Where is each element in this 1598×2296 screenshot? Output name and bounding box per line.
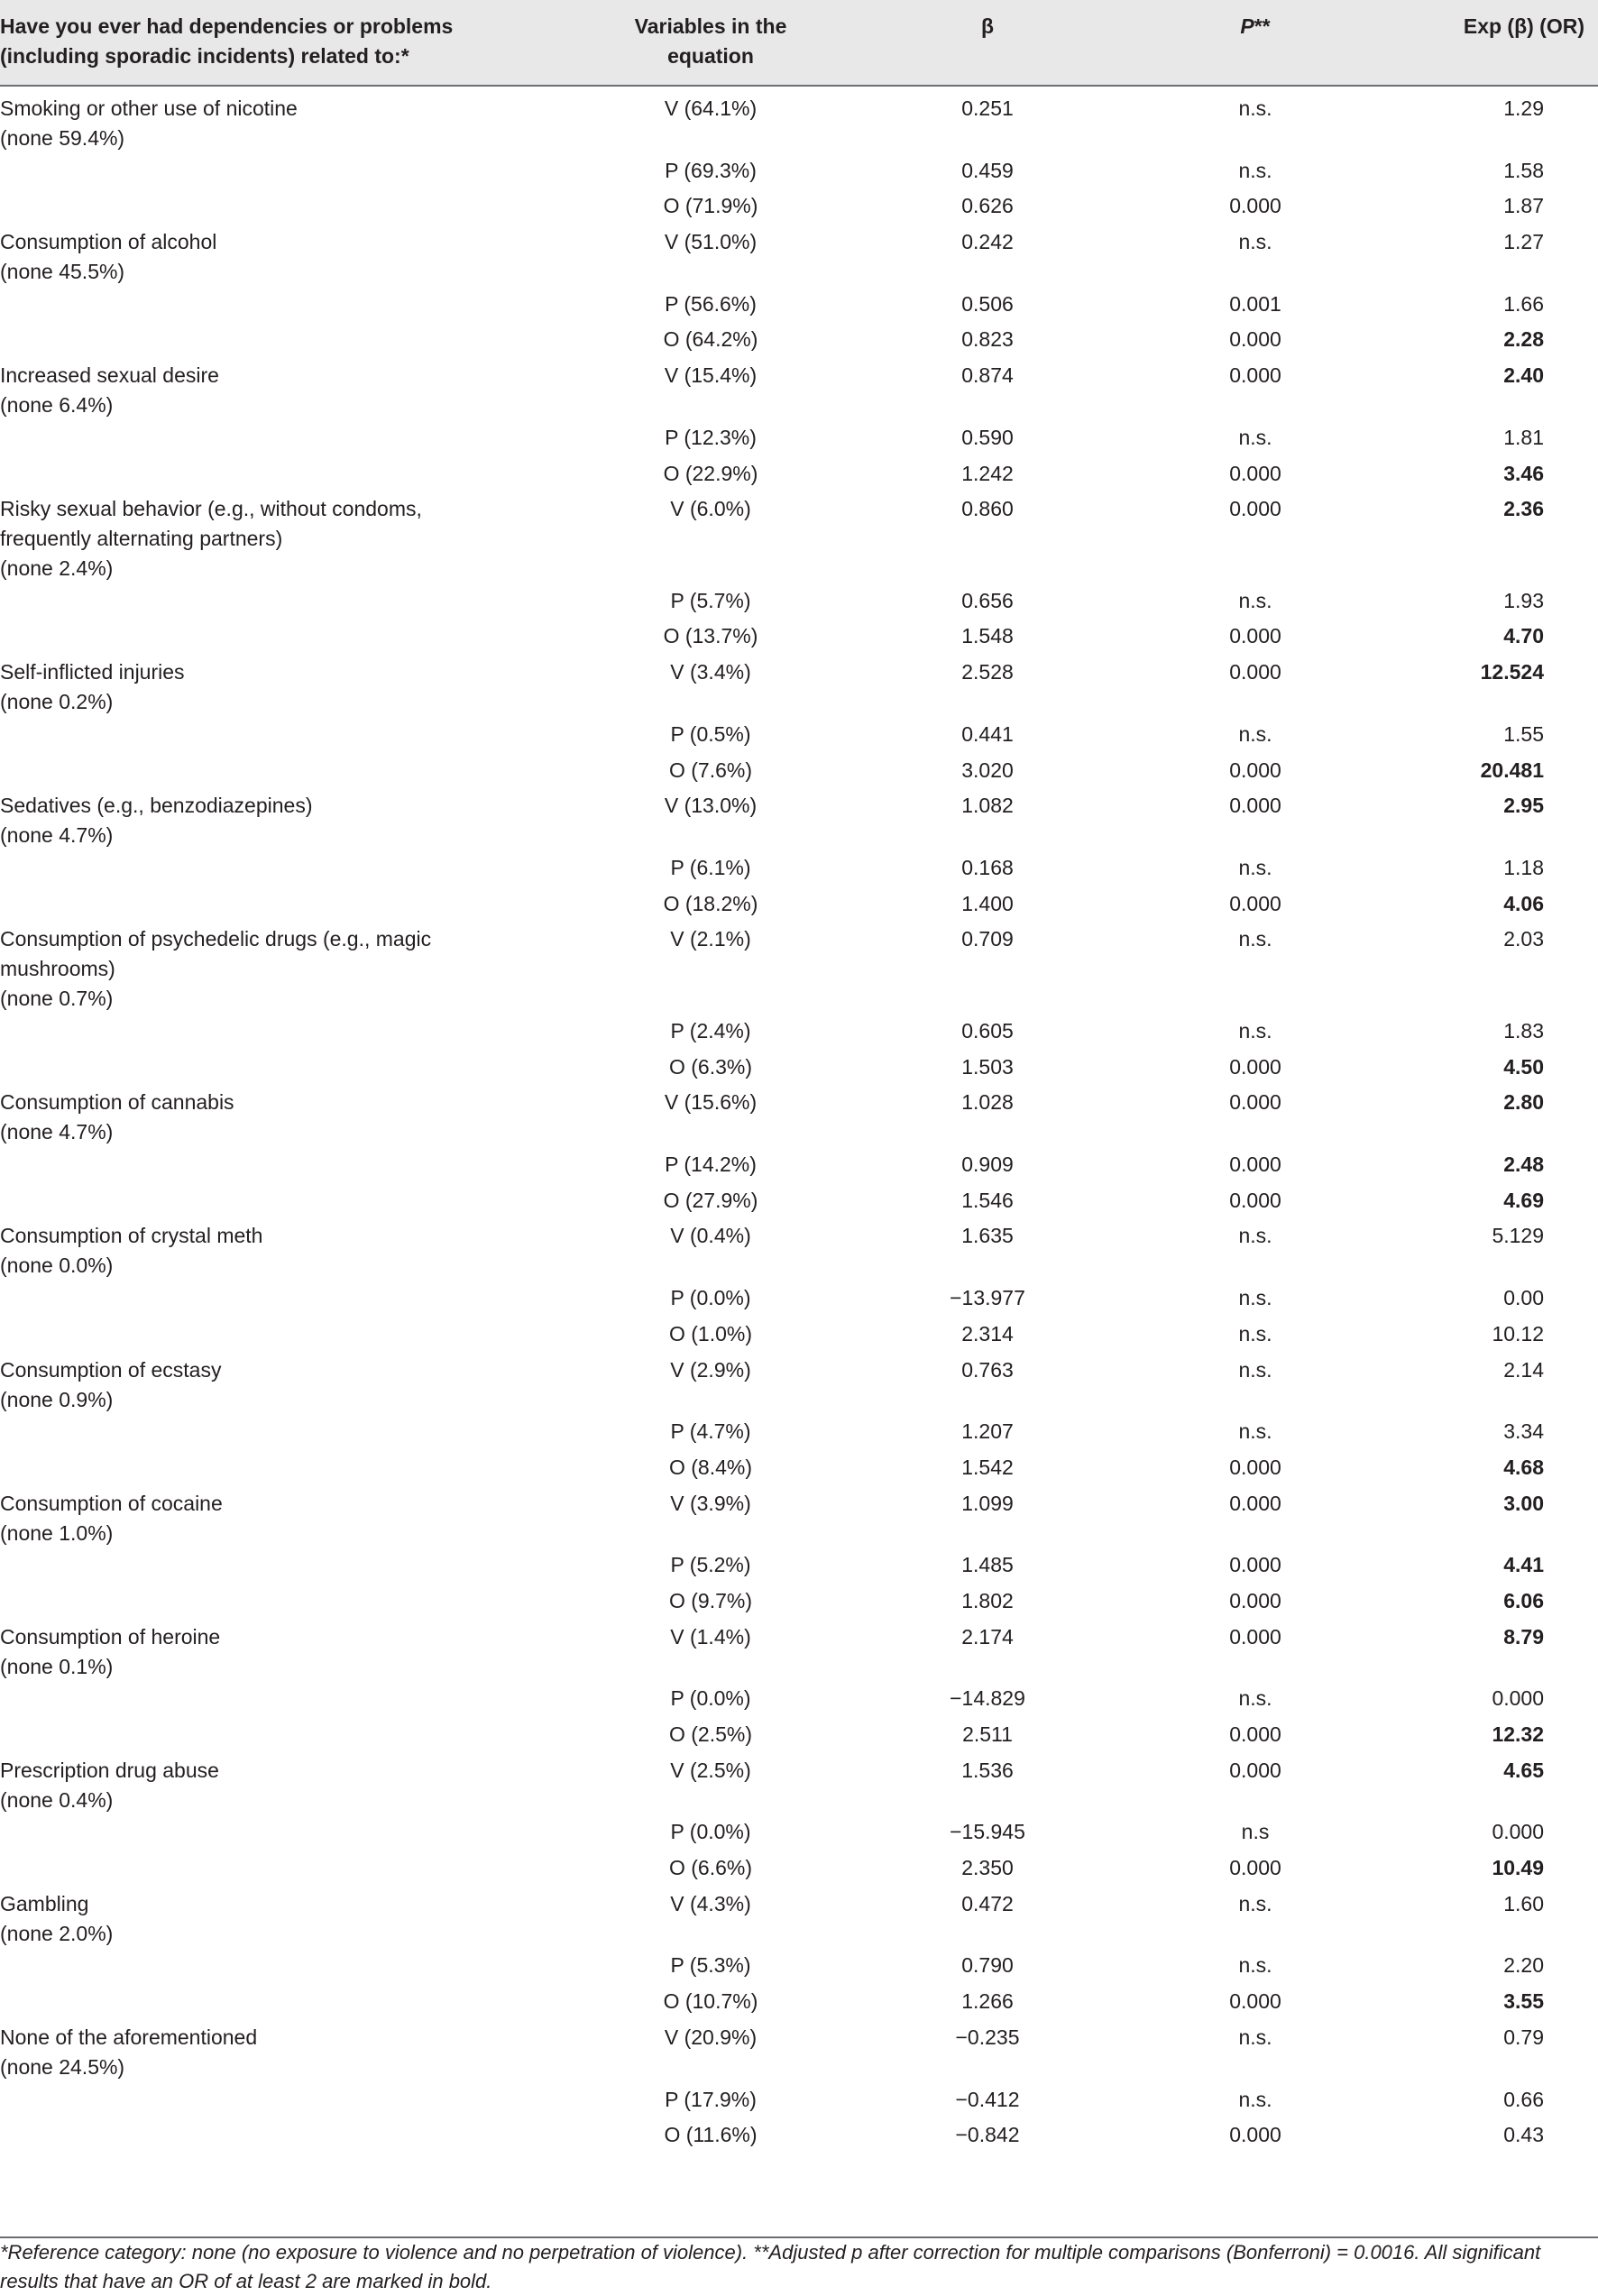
row-odds-ratio: 0.43 — [1503, 2123, 1544, 2147]
row-beta: 1.542 — [961, 1455, 1014, 1479]
table-header — [0, 0, 1598, 87]
row-beta: 2.511 — [962, 1722, 1013, 1746]
row-beta: 0.709 — [961, 927, 1014, 951]
row-odds-ratio: 20.481 — [1480, 758, 1544, 782]
row-odds-ratio: 4.50 — [1503, 1054, 1544, 1079]
row-odds-ratio: 2.03 — [1503, 927, 1544, 951]
row-beta: 0.860 — [961, 497, 1014, 521]
row-label-line: (none 1.0%) — [0, 1520, 114, 1545]
row-odds-ratio: 4.06 — [1503, 891, 1544, 915]
row-beta: 0.242 — [961, 230, 1014, 254]
row-beta: 2.528 — [961, 660, 1014, 684]
row-variable: O (8.4%) — [668, 1455, 753, 1479]
row-label-line: (none 4.7%) — [0, 1120, 114, 1144]
row-p-value: 0.000 — [1229, 363, 1281, 388]
row-label — [0, 227, 577, 287]
header-odds-ratio: Exp (β) (OR) — [1463, 14, 1584, 38]
row-label — [0, 94, 577, 153]
row-variable: P (4.7%) — [670, 1419, 751, 1443]
row-variable: V (64.1%) — [664, 96, 758, 120]
row-variable: O (9.7%) — [668, 1588, 753, 1612]
row-p-value: n.s. — [1238, 1419, 1272, 1443]
row-p-value: n.s. — [1238, 1285, 1272, 1309]
row-label-line: (none 6.4%) — [0, 393, 114, 418]
row-variable: P (6.1%) — [670, 855, 751, 879]
row-odds-ratio: 2.40 — [1503, 363, 1544, 388]
row-beta: 1.207 — [961, 1419, 1014, 1443]
row-beta: 1.536 — [961, 1758, 1014, 1782]
row-beta: −0.235 — [955, 2025, 1020, 2049]
row-p-value: n.s. — [1238, 927, 1272, 951]
row-odds-ratio: 2.95 — [1503, 794, 1544, 818]
header-question: Have you ever had dependencies or problems (including sporadic incidents) related to:* — [0, 14, 454, 68]
row-beta: 3.020 — [961, 758, 1014, 782]
row-label-line: Prescription drug abuse — [0, 1758, 219, 1782]
row-beta: 1.802 — [961, 1588, 1014, 1612]
row-odds-ratio: 0.79 — [1503, 2025, 1544, 2049]
row-label — [0, 1221, 577, 1281]
row-label — [0, 1489, 577, 1548]
row-label-line: Smoking or other use of nicotine — [0, 96, 298, 120]
row-variable: P (14.2%) — [665, 1152, 757, 1176]
row-variable: P (12.3%) — [665, 425, 757, 449]
row-beta: 1.503 — [961, 1054, 1014, 1079]
table-footnote: *Reference category: none (no exposure to violence and no perpetration of violence). **Adjusted p after correction for multiple comparisons (Bonferroni) = 0.0016. All significant results that have an OR of at least 2 are marked in bold. — [0, 2241, 1541, 2292]
row-label-line: None of the aforementioned — [0, 2025, 258, 2049]
row-label-line: Consumption of alcohol — [0, 230, 217, 254]
row-label-line: (none 0.2%) — [0, 690, 114, 714]
row-variable: P (0.0%) — [670, 1686, 751, 1711]
row-label-line: (none 0.9%) — [0, 1387, 114, 1411]
row-variable: P (17.9%) — [665, 2087, 757, 2111]
row-label-line: Sedatives (e.g., benzodiazepines) — [0, 794, 313, 818]
row-label-line: (none 0.0%) — [0, 1254, 114, 1278]
row-beta: 0.251 — [961, 96, 1014, 120]
row-beta: 0.459 — [961, 158, 1014, 182]
row-beta: −0.842 — [955, 2123, 1020, 2147]
row-beta: 1.028 — [961, 1090, 1014, 1115]
row-p-value: 0.000 — [1229, 1553, 1281, 1577]
row-beta: 1.266 — [961, 1989, 1014, 2014]
row-odds-ratio: 2.20 — [1503, 1953, 1544, 1978]
row-odds-ratio: 2.80 — [1503, 1090, 1544, 1115]
row-beta: 0.605 — [961, 1018, 1014, 1042]
row-variable: O (13.7%) — [663, 624, 758, 648]
row-p-value: 0.000 — [1229, 1188, 1281, 1212]
row-p-value: n.s. — [1238, 1891, 1272, 1915]
row-label — [0, 791, 577, 850]
row-variable: V (20.9%) — [664, 2025, 758, 2049]
row-label-line: (none 24.5%) — [0, 2055, 125, 2079]
row-odds-ratio: 10.12 — [1492, 1321, 1544, 1345]
row-variable: V (2.9%) — [670, 1357, 751, 1382]
row-beta: 1.242 — [961, 461, 1014, 485]
row-variable: P (5.2%) — [670, 1553, 751, 1577]
row-beta: 0.626 — [961, 194, 1014, 218]
row-variable: V (3.4%) — [670, 660, 751, 684]
row-label — [0, 2023, 577, 2082]
row-variable: O (11.6%) — [664, 2123, 758, 2147]
row-odds-ratio: 3.55 — [1503, 1989, 1544, 2014]
row-label-line: Risky sexual behavior (e.g., without condoms, — [0, 497, 422, 521]
row-p-value: 0.000 — [1229, 1588, 1281, 1612]
row-label — [0, 494, 577, 583]
row-p-value: 0.000 — [1229, 1758, 1281, 1782]
row-odds-ratio: 2.28 — [1503, 327, 1544, 352]
row-variable: P (0.5%) — [670, 721, 751, 746]
row-variable: O (7.6%) — [668, 758, 753, 782]
row-p-value: n.s. — [1238, 855, 1272, 879]
row-p-value: n.s. — [1238, 158, 1272, 182]
row-odds-ratio: 3.46 — [1503, 461, 1544, 485]
row-p-value: 0.001 — [1229, 291, 1281, 316]
row-odds-ratio: 1.18 — [1503, 855, 1544, 879]
row-p-value: 0.000 — [1229, 1722, 1281, 1746]
row-odds-ratio: 1.81 — [1503, 425, 1544, 449]
row-p-value: 0.000 — [1229, 1090, 1281, 1115]
row-variable: V (1.4%) — [670, 1624, 751, 1649]
row-p-value: n.s. — [1238, 1357, 1272, 1382]
row-odds-ratio: 10.49 — [1492, 1856, 1544, 1880]
row-odds-ratio: 4.65 — [1503, 1758, 1544, 1782]
row-variable: P (69.3%) — [665, 158, 757, 182]
row-odds-ratio: 1.58 — [1503, 158, 1544, 182]
row-p-value: 0.000 — [1229, 758, 1281, 782]
row-beta: 2.174 — [961, 1624, 1014, 1649]
header-p-label: P — [1240, 14, 1254, 38]
row-p-value: 0.000 — [1229, 461, 1281, 485]
row-p-value: 0.000 — [1229, 794, 1281, 818]
row-variable: V (2.1%) — [670, 927, 751, 951]
row-beta: 1.400 — [961, 891, 1014, 915]
row-odds-ratio: 5.129 — [1492, 1224, 1544, 1248]
row-odds-ratio: 3.34 — [1503, 1419, 1544, 1443]
row-p-value: n.s. — [1238, 425, 1272, 449]
row-p-value: n.s. — [1238, 1018, 1272, 1042]
row-beta: −15.945 — [950, 1820, 1025, 1844]
row-beta: −0.412 — [955, 2087, 1020, 2111]
row-odds-ratio: 4.41 — [1503, 1553, 1544, 1577]
row-p-value: 0.000 — [1229, 624, 1281, 648]
row-beta: 0.823 — [961, 327, 1014, 352]
row-beta: 0.656 — [961, 588, 1014, 612]
row-label-line: mushrooms) — [0, 957, 115, 981]
row-label — [0, 1622, 577, 1682]
row-variable: P (2.4%) — [670, 1018, 751, 1042]
row-beta: 1.485 — [961, 1553, 1014, 1577]
header-p-suffix: ** — [1254, 14, 1271, 38]
row-odds-ratio: 0.000 — [1492, 1820, 1544, 1844]
row-odds-ratio: 3.00 — [1503, 1491, 1544, 1515]
row-odds-ratio: 12.524 — [1480, 660, 1544, 684]
row-odds-ratio: 2.48 — [1503, 1152, 1544, 1176]
row-odds-ratio: 0.000 — [1492, 1686, 1544, 1711]
row-p-value: n.s. — [1238, 2087, 1272, 2111]
row-label — [0, 924, 577, 1014]
row-beta: 1.546 — [961, 1188, 1014, 1212]
row-beta: 0.909 — [961, 1152, 1014, 1176]
row-variable: V (0.4%) — [670, 1224, 751, 1248]
header-beta: β — [980, 14, 995, 38]
row-variable: V (15.6%) — [664, 1090, 758, 1115]
row-odds-ratio: 0.66 — [1503, 2087, 1544, 2111]
row-odds-ratio: 2.36 — [1503, 497, 1544, 521]
row-odds-ratio: 6.06 — [1503, 1588, 1544, 1612]
row-p-value: 0.000 — [1229, 1624, 1281, 1649]
row-variable: P (0.0%) — [670, 1820, 751, 1844]
row-p-value: 0.000 — [1229, 891, 1281, 915]
row-label-line: (none 59.4%) — [0, 126, 125, 150]
row-variable: V (15.4%) — [664, 363, 758, 388]
row-label-line: (none 45.5%) — [0, 260, 125, 284]
row-p-value: n.s. — [1238, 96, 1272, 120]
row-label-line: Consumption of ecstasy — [0, 1357, 222, 1382]
row-variable: O (6.6%) — [668, 1856, 753, 1880]
row-beta: 0.472 — [961, 1891, 1014, 1915]
row-odds-ratio: 4.68 — [1503, 1455, 1544, 1479]
row-beta: 0.763 — [961, 1357, 1014, 1382]
row-label — [0, 361, 577, 420]
row-variable: V (3.9%) — [670, 1491, 751, 1515]
row-odds-ratio: 1.66 — [1503, 291, 1544, 316]
row-label — [0, 1088, 577, 1147]
row-beta: −13.977 — [950, 1285, 1025, 1309]
row-odds-ratio: 0.00 — [1503, 1285, 1544, 1309]
row-beta: 2.314 — [961, 1321, 1014, 1345]
row-beta: 1.548 — [961, 624, 1014, 648]
row-p-value: 0.000 — [1229, 1054, 1281, 1079]
row-label-line: Self-inflicted injuries — [0, 660, 185, 684]
row-label-line: (none 0.1%) — [0, 1654, 114, 1678]
row-p-value: 0.000 — [1229, 1152, 1281, 1176]
row-label-line: (none 2.0%) — [0, 1921, 114, 1945]
row-beta: 0.441 — [961, 721, 1014, 746]
row-p-value: n.s. — [1238, 1686, 1272, 1711]
row-label-line: Consumption of heroine — [0, 1624, 221, 1649]
row-label — [0, 1756, 577, 1815]
row-odds-ratio: 1.87 — [1503, 194, 1544, 218]
row-odds-ratio: 1.27 — [1503, 230, 1544, 254]
row-label-line: (none 0.7%) — [0, 987, 114, 1011]
row-odds-ratio: 2.14 — [1503, 1357, 1544, 1382]
row-beta: 0.590 — [961, 425, 1014, 449]
row-odds-ratio: 12.32 — [1492, 1722, 1544, 1746]
header-p — [1165, 12, 1345, 41]
row-odds-ratio: 1.60 — [1503, 1891, 1544, 1915]
row-variable: V (13.0%) — [664, 794, 758, 818]
row-label-line: (none 2.4%) — [0, 556, 114, 581]
row-label — [0, 657, 577, 717]
row-label-line: Consumption of crystal meth — [0, 1224, 263, 1248]
row-variable: V (4.3%) — [670, 1891, 751, 1915]
row-variable: O (6.3%) — [668, 1054, 753, 1079]
row-variable: O (10.7%) — [663, 1989, 758, 2014]
row-odds-ratio: 1.93 — [1503, 588, 1544, 612]
row-beta: 0.790 — [961, 1953, 1014, 1978]
row-label-line: (none 4.7%) — [0, 823, 114, 848]
row-p-value: 0.000 — [1229, 194, 1281, 218]
row-beta: 0.506 — [961, 291, 1014, 316]
row-p-value: n.s. — [1238, 721, 1272, 746]
row-beta: 0.168 — [961, 855, 1014, 879]
row-variable: O (1.0%) — [668, 1321, 753, 1345]
row-odds-ratio: 1.29 — [1503, 96, 1544, 120]
row-p-value: n.s. — [1238, 588, 1272, 612]
row-p-value: 0.000 — [1229, 327, 1281, 352]
row-label — [0, 1889, 577, 1949]
row-variable: P (0.0%) — [670, 1285, 751, 1309]
row-variable: P (5.3%) — [670, 1953, 751, 1978]
row-odds-ratio: 4.69 — [1503, 1188, 1544, 1212]
row-variable: O (27.9%) — [663, 1188, 758, 1212]
row-p-value: 0.000 — [1229, 2123, 1281, 2147]
row-p-value: 0.000 — [1229, 1455, 1281, 1479]
row-p-value: 0.000 — [1229, 1491, 1281, 1515]
row-label-line: Consumption of cannabis — [0, 1090, 234, 1115]
row-p-value: n.s. — [1238, 230, 1272, 254]
row-p-value: 0.000 — [1229, 497, 1281, 521]
row-beta: 1.099 — [961, 1491, 1014, 1515]
row-p-value: n.s — [1241, 1820, 1270, 1844]
row-label — [0, 1355, 577, 1415]
row-beta: 1.635 — [961, 1224, 1014, 1248]
row-p-value: 0.000 — [1229, 1856, 1281, 1880]
row-odds-ratio: 1.83 — [1503, 1018, 1544, 1042]
row-odds-ratio: 8.79 — [1503, 1624, 1544, 1649]
row-p-value: n.s. — [1238, 1953, 1272, 1978]
row-label-line: frequently alternating partners) — [0, 527, 283, 551]
row-variable: O (71.9%) — [663, 194, 758, 218]
row-p-value: n.s. — [1238, 1321, 1272, 1345]
row-variable: V (2.5%) — [670, 1758, 751, 1782]
row-odds-ratio: 1.55 — [1503, 721, 1544, 746]
row-odds-ratio: 4.70 — [1503, 624, 1544, 648]
row-p-value: 0.000 — [1229, 1989, 1281, 2014]
row-p-value: n.s. — [1238, 1224, 1272, 1248]
header-variables: Variables in the equation — [634, 14, 787, 68]
row-variable: V (51.0%) — [664, 230, 758, 254]
row-variable: O (18.2%) — [663, 891, 758, 915]
row-p-value: 0.000 — [1229, 660, 1281, 684]
row-p-value: n.s. — [1238, 2025, 1272, 2049]
row-variable: V (6.0%) — [670, 497, 751, 521]
row-beta: −14.829 — [950, 1686, 1025, 1711]
row-variable: O (2.5%) — [668, 1722, 753, 1746]
row-label-line: Increased sexual desire — [0, 363, 219, 388]
row-label-line: Consumption of psychedelic drugs (e.g., magic — [0, 927, 432, 951]
row-beta: 2.350 — [961, 1856, 1014, 1880]
row-beta: 1.082 — [961, 794, 1014, 818]
row-variable: O (64.2%) — [663, 327, 758, 352]
row-label-line: (none 0.4%) — [0, 1787, 114, 1812]
row-label-line: Gambling — [0, 1891, 89, 1915]
row-variable: P (5.7%) — [670, 588, 751, 612]
row-beta: 0.874 — [961, 363, 1014, 388]
row-variable: P (56.6%) — [665, 291, 757, 316]
row-label-line: Consumption of cocaine — [0, 1491, 223, 1515]
row-variable: O (22.9%) — [663, 461, 758, 485]
